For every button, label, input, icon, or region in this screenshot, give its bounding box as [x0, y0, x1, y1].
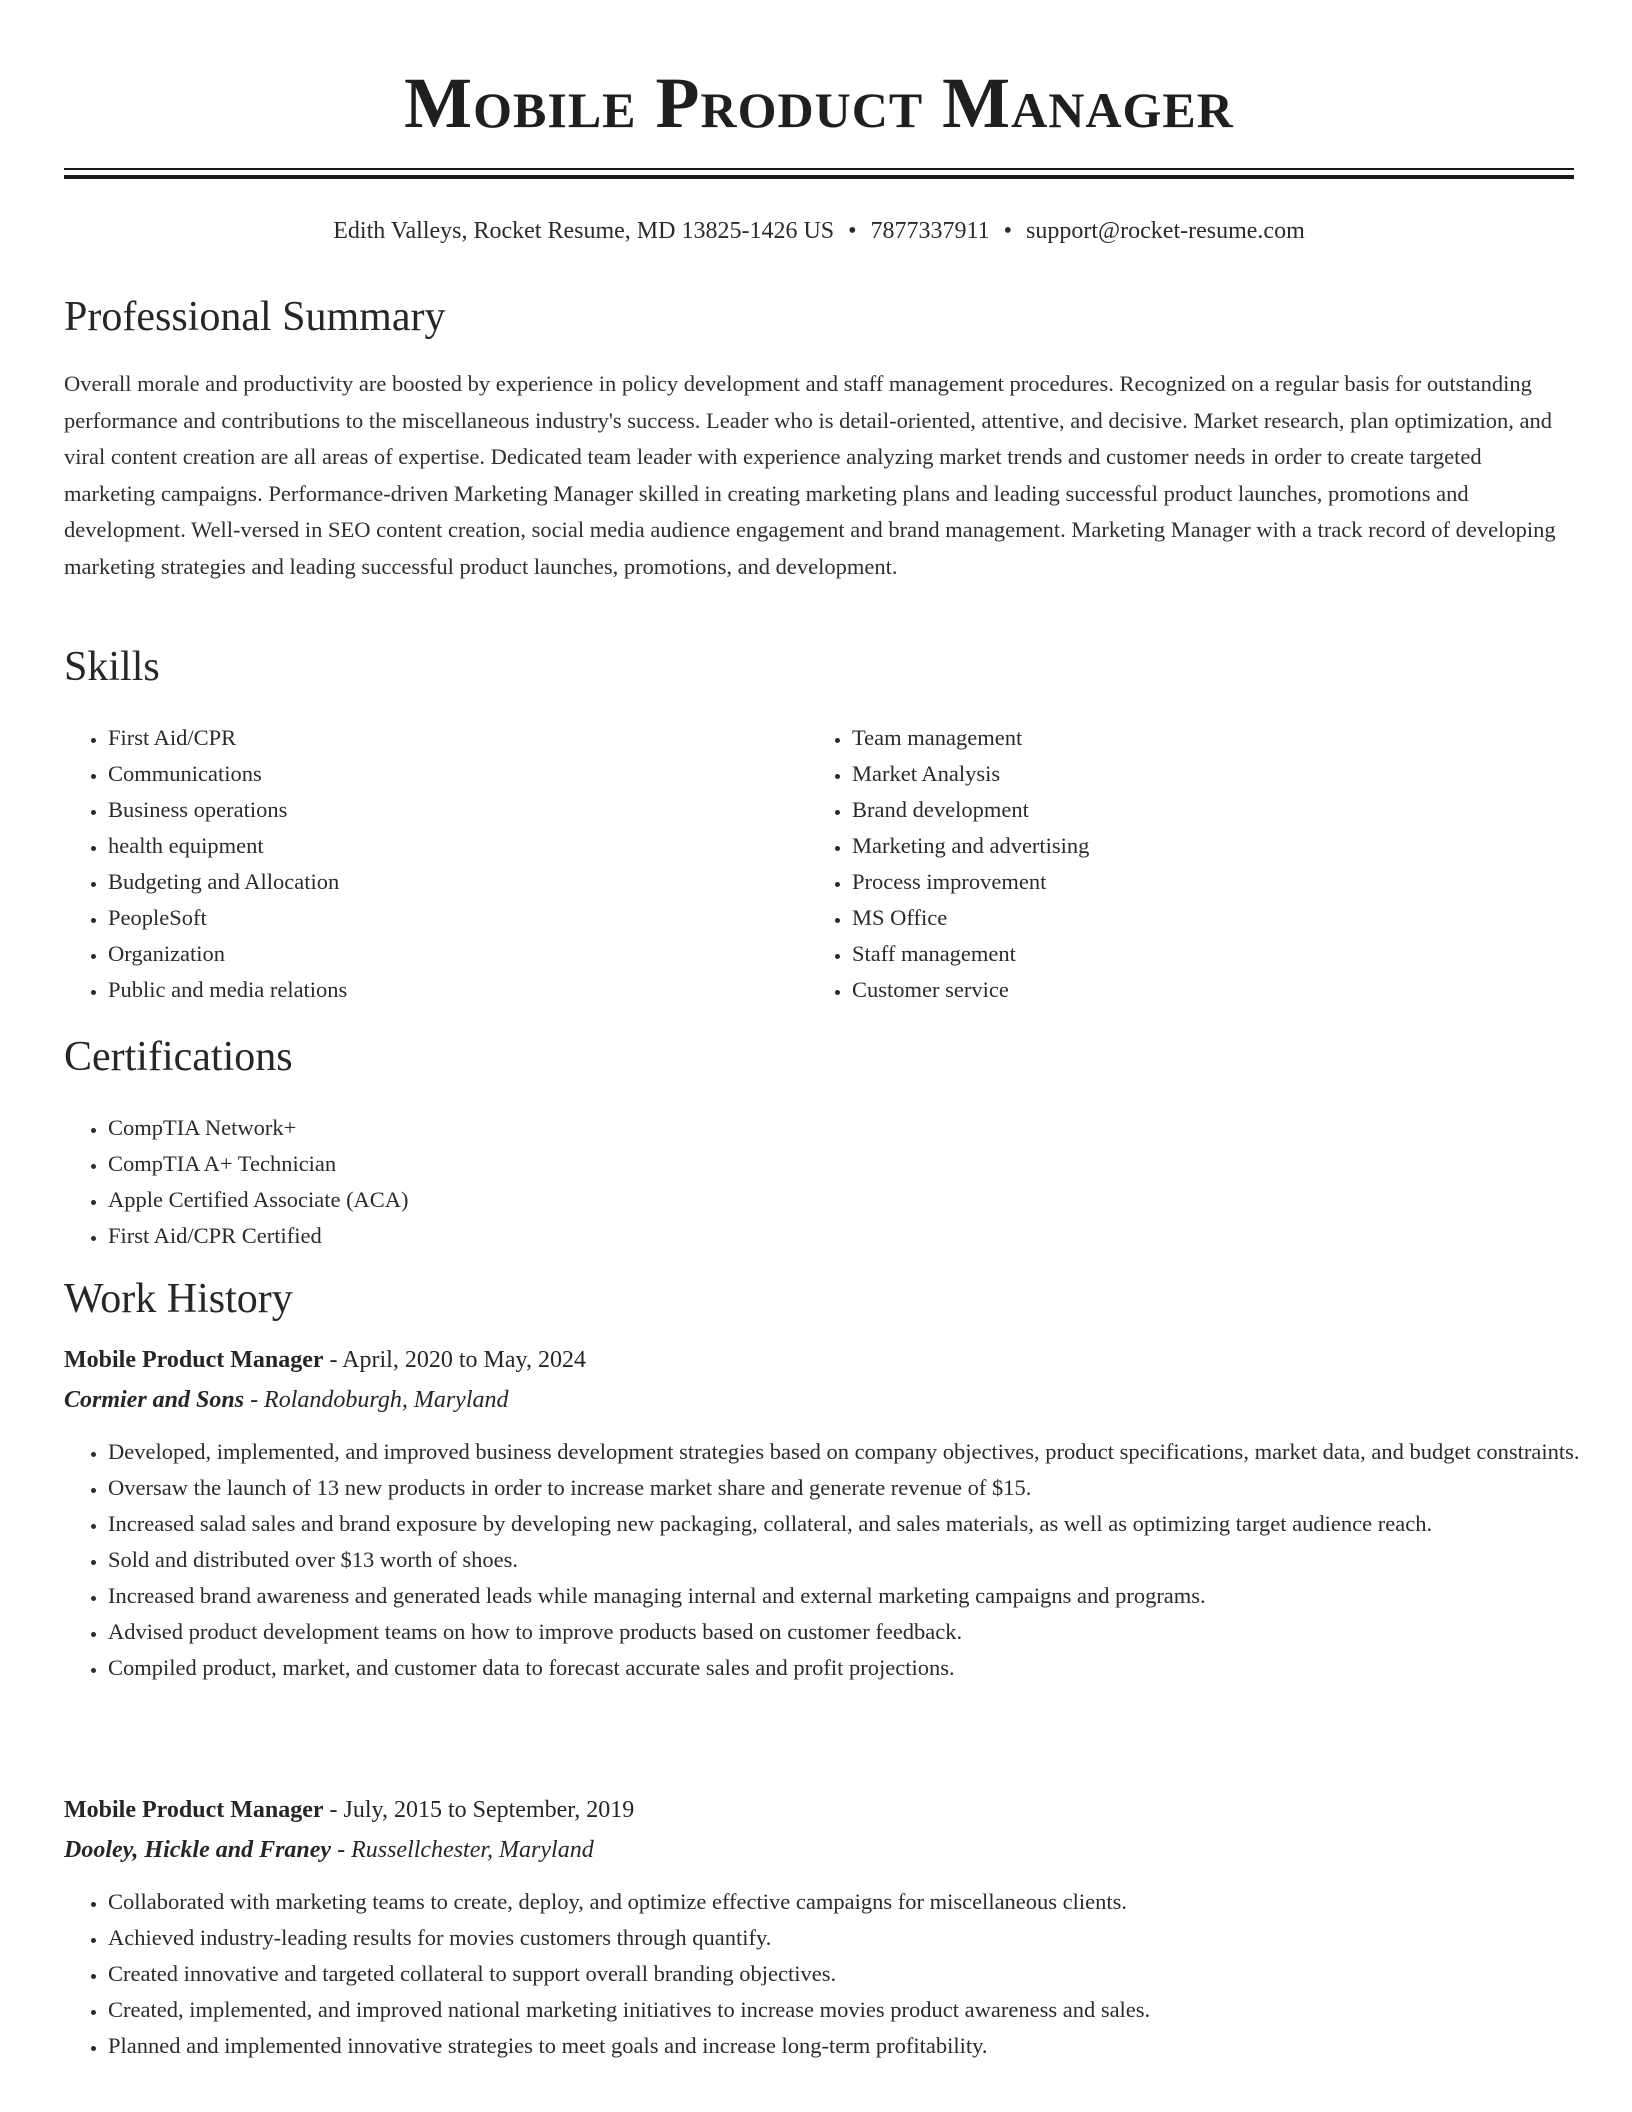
certification-item: • Apple Certified Associate (ACA) [108, 1182, 1008, 1218]
skill-item: • Budgeting and Allocation [108, 864, 808, 900]
job-bullet: • Oversaw the launch of 13 new products in order to increase market share and generate revenue of $15. [108, 1470, 1618, 1506]
skill-item: • Market Analysis [852, 756, 1552, 792]
contact-separator: • [848, 218, 857, 244]
title-divider-thin [64, 168, 1574, 170]
skill-item: • Process improvement [852, 864, 1552, 900]
job-title-line [64, 1342, 586, 1378]
certifications-list [64, 1110, 1008, 1254]
certification-item: • CompTIA Network+ [108, 1110, 1008, 1146]
job-dates: - July, 2015 to September, 2019 [323, 1797, 635, 1823]
summary-text: Overall morale and productivity are boosted by experience in policy development and staff management procedures. Recognized on a regular basis for outstanding performance and contributions to the miscellaneous industry's success. Leader who is detail-oriented, attentive, and decisive. Market research, plan optimization, and viral content creation are all areas of expertise. Dedicated team leader with experience analyzing market trends and customer needs in order to create targeted marketing campaigns. Performance-driven Marketing Manager skilled in creating marketing plans and leading successful product launches, promotions and development. Well-versed in SEO content creation, social media audience engagement and brand management. Marketing Manager with a track record of developing marketing strategies and leading successful product launches, promotions, and development. [64, 371, 1556, 579]
summary-heading: Professional Summary [64, 294, 446, 340]
job-bullet: • Developed, implemented, and improved business development strategies based on company objectives, product specifications, market data, and budget constraints. [108, 1434, 1618, 1470]
job-title: Mobile Product Manager [64, 1347, 324, 1373]
contact-address: Edith Valleys, Rocket Resume, MD 13825-1426 US [333, 218, 835, 244]
skill-item: • Business operations [108, 792, 808, 828]
job-responsibilities [64, 1434, 1618, 1686]
skill-item: • MS Office [852, 900, 1552, 936]
skill-item: • health equipment [108, 828, 808, 864]
job-bullet: • Compiled product, market, and customer data to forecast accurate sales and profit projections. [108, 1650, 1618, 1686]
job-bullet: • Created innovative and targeted collateral to support overall branding objectives. [108, 1956, 1618, 1992]
contact-line [64, 214, 1574, 248]
job-employer: Cormier and Sons [64, 1387, 245, 1413]
contact-email: support@rocket-resume.com [1026, 218, 1305, 244]
job-bullet: • Increased brand awareness and generated leads while managing internal and external marketing campaigns and programs. [108, 1578, 1618, 1614]
skill-item: • First Aid/CPR [108, 720, 808, 756]
certification-item: • CompTIA A+ Technician [108, 1146, 1008, 1182]
contact-separator: • [1003, 218, 1013, 244]
job-location: - Russellchester, Maryland [331, 1837, 594, 1863]
job-dates: - April, 2020 to May, 2024 [323, 1347, 586, 1373]
job-title: Mobile Product Manager [64, 1797, 324, 1823]
job-bullet: • Planned and implemented innovative strategies to meet goals and increase long-term profitability. [108, 2028, 1618, 2064]
skills-list-left [64, 720, 808, 1008]
contact-phone: 7877337911 [870, 218, 990, 244]
skill-item: • Brand development [852, 792, 1552, 828]
skill-item: • Public and media relations [108, 972, 808, 1008]
job-bullet: • Sold and distributed over $13 worth of shoes. [108, 1542, 1618, 1578]
job-bullet: • Advised product development teams on how to improve products based on customer feedback. [108, 1614, 1618, 1650]
certifications-heading: Certifications [64, 1034, 293, 1080]
job-title-line [64, 1792, 634, 1828]
skills-list-right [808, 720, 1552, 1008]
skill-item: • PeopleSoft [108, 900, 808, 936]
skill-item: • Staff management [852, 936, 1552, 972]
certification-item: • First Aid/CPR Certified [108, 1218, 1008, 1254]
skill-item: • Organization [108, 936, 808, 972]
job-employer-line [64, 1382, 508, 1418]
job-employer-line [64, 1832, 594, 1868]
page-title: Mobile Product Manager [404, 63, 1234, 143]
skill-item: • Customer service [852, 972, 1552, 1008]
skill-item: • Communications [108, 756, 808, 792]
job-bullet: • Increased salad sales and brand exposure by developing new packaging, collateral, and sales materials, as well as optimizing target audience reach. [108, 1506, 1618, 1542]
skill-item: • Team management [852, 720, 1552, 756]
work-history-heading: Work History [64, 1276, 293, 1322]
job-responsibilities [64, 1884, 1618, 2064]
skills-heading: Skills [64, 644, 160, 690]
skill-item: • Marketing and advertising [852, 828, 1552, 864]
job-employer: Dooley, Hickle and Franey [64, 1837, 332, 1863]
job-bullet: • Achieved industry-leading results for movies customers through quantify. [108, 1920, 1618, 1956]
title-divider-thick [64, 175, 1574, 179]
job-bullet: • Created, implemented, and improved national marketing initiatives to increase movies product awareness and sales. [108, 1992, 1618, 2028]
job-location: - Rolandoburgh, Maryland [244, 1387, 509, 1413]
job-bullet: • Collaborated with marketing teams to create, deploy, and optimize effective campaigns for miscellaneous clients. [108, 1884, 1618, 1920]
